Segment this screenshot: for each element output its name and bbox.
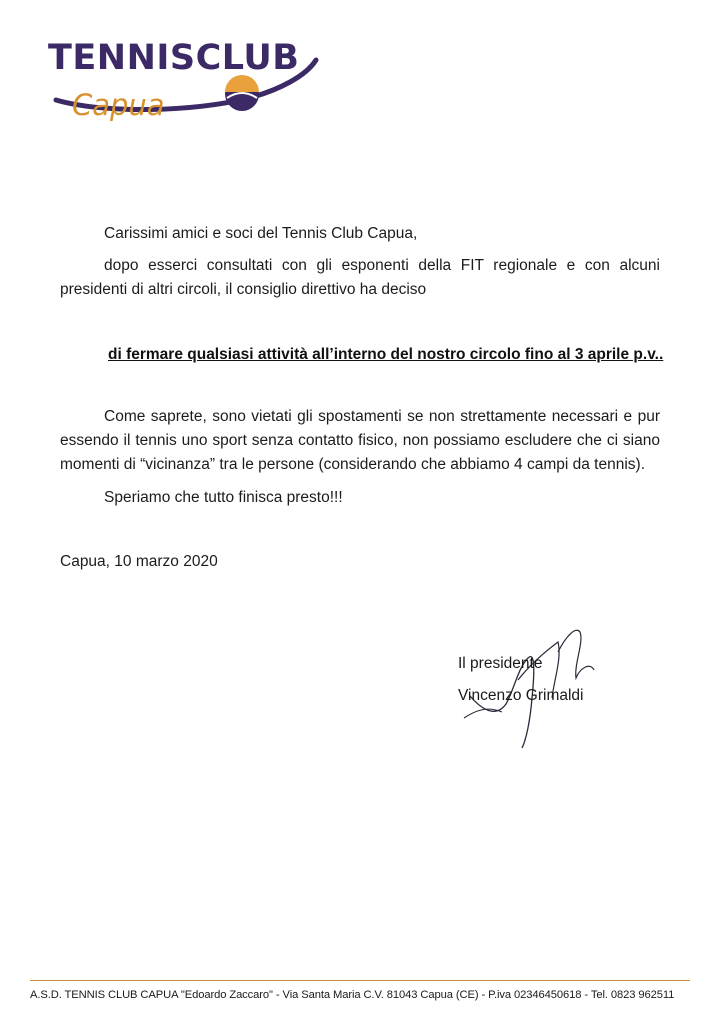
signature-role: Il presidente <box>458 655 543 672</box>
paragraph-1-line-1: dopo esserci consultati con gli esponenti della FIT regionale e con alcuni <box>104 257 660 274</box>
footer-divider <box>30 980 690 981</box>
footer-address: A.S.D. TENNIS CLUB CAPUA "Edoardo Zaccaro" - Via Santa Maria C.V. 81043 Capua (CE) - P.iva 02346450618 - Tel. 0823 962511 <box>30 989 675 1001</box>
paragraph-2-line-2: essendo il tennis uno sport senza contatto fisico, non possiamo escludere che ci siano <box>60 432 660 449</box>
closing-line: Speriamo che tutto finisca presto!!! <box>104 489 343 506</box>
logo-subtitle: Capua <box>72 88 165 122</box>
club-logo <box>44 36 334 136</box>
paragraph-2-line-1: Come saprete, sono vietati gli spostamenti se non strettamente necessari e pur <box>104 408 660 425</box>
paragraph-2-line-3: momenti di “vicinanza” tra le persone (considerando che abbiamo 4 campi da tennis). <box>60 456 645 473</box>
signature-name: Vincenzo Grimaldi <box>458 687 584 704</box>
decision-statement: di fermare qualsiasi attività all’interno del nostro circolo fino al 3 aprile p.v.. <box>108 346 664 363</box>
logo-title: TENNISCLUB <box>48 38 300 78</box>
place-date: Capua, 10 marzo 2020 <box>60 553 218 570</box>
greeting: Carissimi amici e soci del Tennis Club Capua, <box>104 225 418 242</box>
paragraph-1-line-2: presidenti di altri circoli, il consiglio direttivo ha deciso <box>60 281 427 298</box>
signature-block <box>458 648 584 712</box>
